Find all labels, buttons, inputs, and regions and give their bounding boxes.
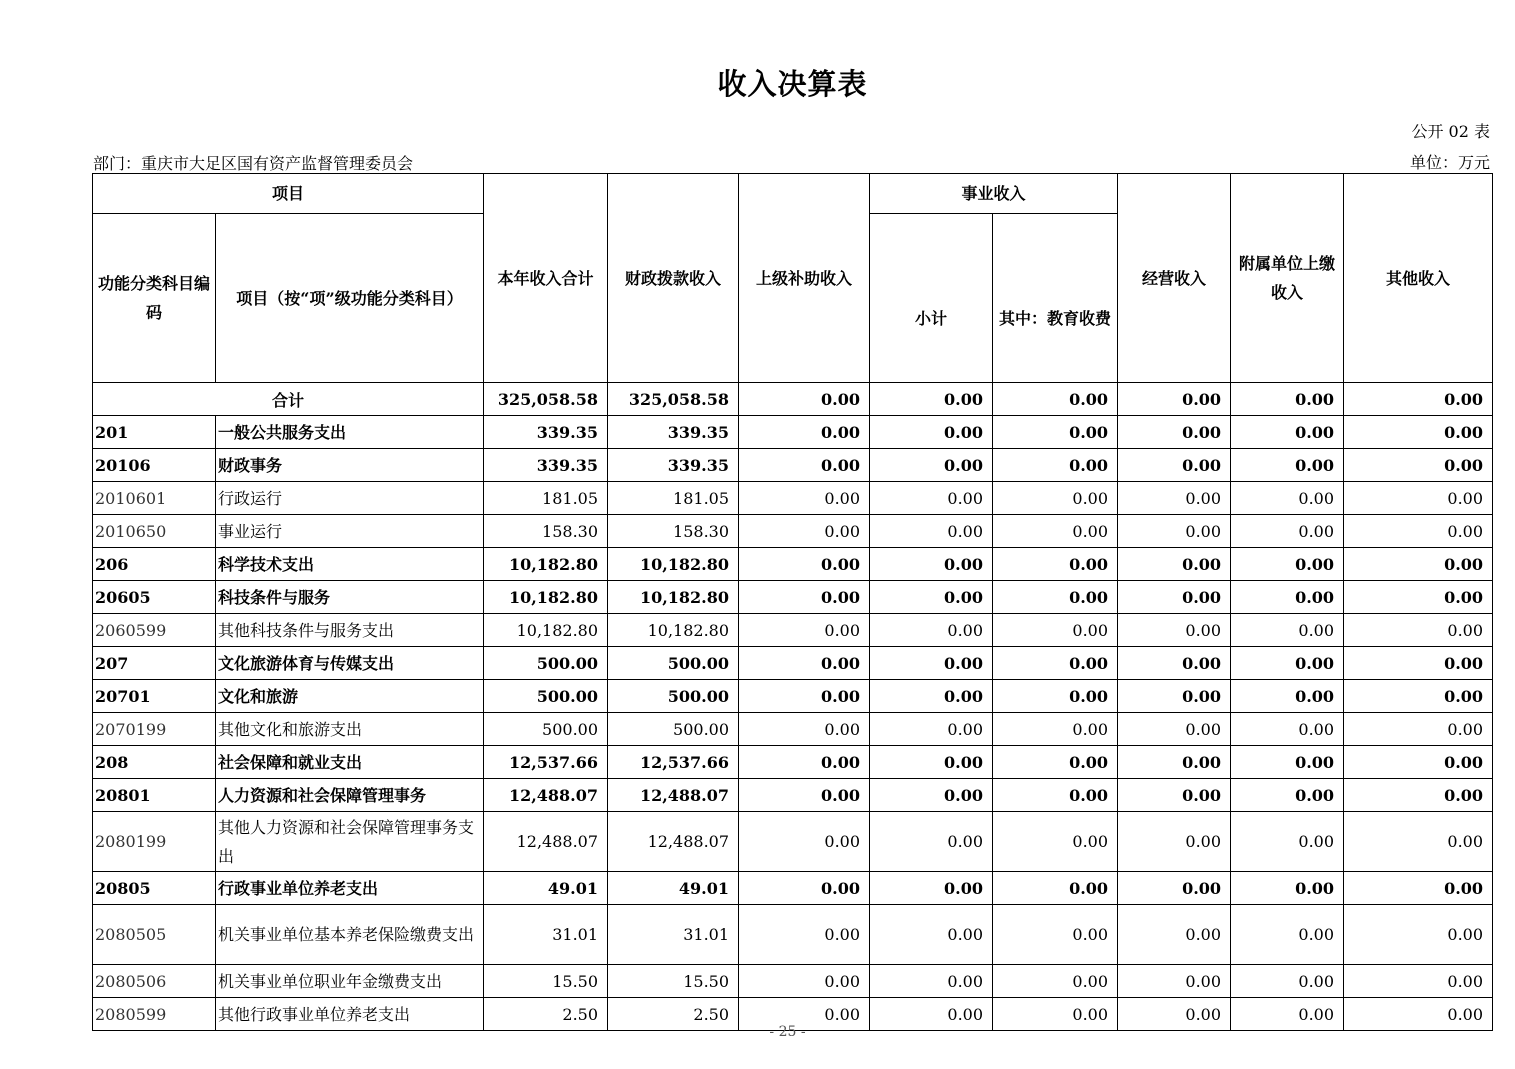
row-name: 其他行政事业单位养老支出 [216,998,484,1031]
row-value: 500.00 [608,680,739,713]
header-other: 其他收入 [1344,174,1493,383]
row-code: 2080599 [93,998,216,1031]
row-name: 一般公共服务支出 [216,416,484,449]
row-value: 0.00 [870,581,993,614]
page-number: - 25 - [769,1024,806,1040]
row-value: 0.00 [993,905,1118,965]
row-value: 0.00 [1118,548,1231,581]
row-value: 12,537.66 [484,746,608,779]
row-value: 0.00 [993,965,1118,998]
row-value: 0.00 [993,872,1118,905]
row-name: 行政事业单位养老支出 [216,872,484,905]
row-value: 0.00 [1231,581,1344,614]
row-name: 行政运行 [216,482,484,515]
row-code: 2010601 [93,482,216,515]
table-row [93,680,1493,713]
row-value: 0.00 [1231,779,1344,812]
table-row [93,965,1493,998]
row-value: 0.00 [1231,872,1344,905]
row-value: 0.00 [870,779,993,812]
row-value: 0.00 [870,416,993,449]
row-value: 0.00 [870,482,993,515]
row-name: 机关事业单位职业年金缴费支出 [216,965,484,998]
header-affiliated: 附属单位上缴收入 [1231,174,1344,383]
row-value: 181.05 [608,482,739,515]
row-value: 0.00 [1118,713,1231,746]
table-row [93,515,1493,548]
table-row [93,812,1493,872]
row-value: 10,182.80 [484,581,608,614]
row-value: 0.00 [1344,515,1493,548]
row-value: 12,488.07 [608,812,739,872]
row-value: 0.00 [993,449,1118,482]
row-code: 206 [93,548,216,581]
table-row [93,905,1493,965]
row-value: 0.00 [739,779,870,812]
row-value: 339.35 [608,449,739,482]
table-row [93,713,1493,746]
row-value: 0.00 [1118,449,1231,482]
row-value: 0.00 [1118,965,1231,998]
row-value: 0.00 [1118,581,1231,614]
row-code: 20801 [93,779,216,812]
row-value: 0.00 [1231,680,1344,713]
table-row [93,581,1493,614]
row-value: 0.00 [1344,647,1493,680]
row-value: 0.00 [739,647,870,680]
page-title: 收入决算表 [717,67,868,101]
row-value: 0.00 [1344,581,1493,614]
row-value: 0.00 [993,647,1118,680]
row-value: 0.00 [1118,416,1231,449]
row-value: 10,182.80 [608,548,739,581]
row-value: 181.05 [484,482,608,515]
row-value: 0.00 [1231,614,1344,647]
row-name: 财政事务 [216,449,484,482]
row-value: 0.00 [1344,614,1493,647]
header-code: 功能分类科目编码 [93,214,216,383]
row-value: 0.00 [1344,416,1493,449]
row-value: 0.00 [1344,482,1493,515]
row-value: 0.00 [1118,680,1231,713]
row-value: 339.35 [484,416,608,449]
row-value: 0.00 [1118,905,1231,965]
row-value: 0.00 [993,680,1118,713]
total-cell: 0.00 [1344,383,1493,416]
row-value: 0.00 [1231,812,1344,872]
row-value: 0.00 [739,548,870,581]
table-row [93,779,1493,812]
row-code: 208 [93,746,216,779]
table-row [93,482,1493,515]
row-value: 0.00 [1118,998,1231,1031]
row-value: 15.50 [608,965,739,998]
row-value: 0.00 [739,905,870,965]
header-total: 本年收入合计 [484,174,608,383]
row-value: 0.00 [739,872,870,905]
row-value: 12,488.07 [484,812,608,872]
row-value: 0.00 [870,812,993,872]
total-row [93,383,1493,416]
table-row [93,872,1493,905]
row-value: 0.00 [993,515,1118,548]
row-value: 2.50 [484,998,608,1031]
row-value: 0.00 [739,713,870,746]
row-value: 0.00 [1344,713,1493,746]
row-value: 0.00 [739,482,870,515]
row-value: 10,182.80 [484,614,608,647]
table-row [93,614,1493,647]
total-cell: 0.00 [870,383,993,416]
row-value: 0.00 [993,548,1118,581]
row-value: 0.00 [1344,872,1493,905]
row-name: 机关事业单位基本养老保险缴费支出 [216,905,484,965]
row-value: 500.00 [484,647,608,680]
header-row-top [93,174,1493,214]
row-code: 207 [93,647,216,680]
row-value: 0.00 [870,680,993,713]
row-value: 0.00 [1118,482,1231,515]
table-row [93,746,1493,779]
row-value: 49.01 [484,872,608,905]
row-value: 0.00 [1344,779,1493,812]
row-value: 10,182.80 [608,581,739,614]
row-value: 0.00 [1231,998,1344,1031]
table-row [93,548,1493,581]
row-value: 0.00 [870,614,993,647]
row-value: 158.30 [484,515,608,548]
row-value: 12,537.66 [608,746,739,779]
row-value: 0.00 [1231,548,1344,581]
row-value: 0.00 [1344,680,1493,713]
row-value: 0.00 [993,581,1118,614]
total-label: 合计 [93,383,484,416]
row-value: 0.00 [1231,449,1344,482]
row-name: 科学技术支出 [216,548,484,581]
row-value: 0.00 [870,548,993,581]
row-value: 0.00 [993,482,1118,515]
row-value: 31.01 [484,905,608,965]
row-code: 2080199 [93,812,216,872]
row-name: 其他科技条件与服务支出 [216,614,484,647]
header-superior: 上级补助收入 [739,174,870,383]
row-value: 0.00 [1231,482,1344,515]
row-value: 0.00 [870,872,993,905]
row-value: 0.00 [1344,998,1493,1031]
unit-label: 单位：万元 [1409,153,1490,172]
form-number: 公开 02 表 [1411,122,1490,141]
row-code: 2070199 [93,713,216,746]
row-value: 0.00 [870,746,993,779]
table-row [93,449,1493,482]
row-value: 0.00 [739,812,870,872]
total-cell: 0.00 [1118,383,1231,416]
header-operating: 经营收入 [1118,174,1231,383]
row-value: 0.00 [1118,746,1231,779]
row-value: 0.00 [739,680,870,713]
row-code: 20805 [93,872,216,905]
row-value: 2.50 [608,998,739,1031]
row-name: 事业运行 [216,515,484,548]
row-value: 0.00 [1118,614,1231,647]
row-value: 0.00 [870,713,993,746]
total-cell: 0.00 [739,383,870,416]
header-edu: 其中：教育收费 [993,214,1118,383]
row-code: 20106 [93,449,216,482]
header-subtotal: 小计 [870,214,993,383]
total-cell: 325,058.58 [484,383,608,416]
row-value: 0.00 [739,581,870,614]
department-label: 部门：重庆市大足区国有资产监督管理委员会 [93,154,414,173]
row-code: 2060599 [93,614,216,647]
row-value: 0.00 [993,746,1118,779]
row-value: 0.00 [1344,965,1493,998]
row-value: 500.00 [608,713,739,746]
row-value: 0.00 [1118,515,1231,548]
row-value: 0.00 [739,746,870,779]
row-code: 2010650 [93,515,216,548]
row-code: 201 [93,416,216,449]
row-value: 0.00 [739,416,870,449]
row-code: 20701 [93,680,216,713]
row-value: 0.00 [1231,416,1344,449]
row-value: 0.00 [739,965,870,998]
row-name: 其他文化和旅游支出 [216,713,484,746]
row-value: 12,488.07 [484,779,608,812]
row-value: 0.00 [1231,647,1344,680]
row-value: 0.00 [1118,812,1231,872]
row-value: 0.00 [993,614,1118,647]
row-value: 0.00 [1344,449,1493,482]
row-value: 0.00 [1118,647,1231,680]
row-name: 文化旅游体育与传媒支出 [216,647,484,680]
row-value: 0.00 [739,998,870,1031]
row-value: 0.00 [1344,548,1493,581]
total-cell: 325,058.58 [608,383,739,416]
row-name: 社会保障和就业支出 [216,746,484,779]
row-value: 0.00 [1231,965,1344,998]
row-value: 0.00 [870,515,993,548]
row-value: 0.00 [1231,905,1344,965]
row-value: 0.00 [993,812,1118,872]
header-fiscal: 财政拨款收入 [608,174,739,383]
row-value: 0.00 [993,416,1118,449]
row-value: 0.00 [1344,905,1493,965]
row-value: 0.00 [1118,779,1231,812]
row-name: 科技条件与服务 [216,581,484,614]
row-value: 15.50 [484,965,608,998]
income-table [92,173,1493,1031]
row-value: 0.00 [739,515,870,548]
row-value: 500.00 [484,713,608,746]
row-code: 2080506 [93,965,216,998]
row-value: 0.00 [870,905,993,965]
row-value: 10,182.80 [484,548,608,581]
row-value: 0.00 [1344,746,1493,779]
row-value: 0.00 [1118,872,1231,905]
header-business: 事业收入 [870,174,1118,214]
row-value: 10,182.80 [608,614,739,647]
row-code: 20605 [93,581,216,614]
row-value: 0.00 [870,965,993,998]
row-name: 文化和旅游 [216,680,484,713]
row-value: 0.00 [870,449,993,482]
row-code: 2080505 [93,905,216,965]
row-value: 0.00 [739,449,870,482]
row-value: 339.35 [484,449,608,482]
row-value: 49.01 [608,872,739,905]
table-row [93,416,1493,449]
row-value: 339.35 [608,416,739,449]
table-row [93,647,1493,680]
row-value: 158.30 [608,515,739,548]
row-value: 500.00 [484,680,608,713]
row-value: 0.00 [870,647,993,680]
total-cell: 0.00 [1231,383,1344,416]
header-item: 项目 [93,174,484,214]
row-value: 0.00 [993,713,1118,746]
header-name: 项目（按“项”级功能分类科目） [216,214,484,383]
row-name: 其他人力资源和社会保障管理事务支出 [216,812,484,872]
row-value: 0.00 [1344,812,1493,872]
row-value: 0.00 [993,998,1118,1031]
row-value: 31.01 [608,905,739,965]
row-value: 0.00 [993,779,1118,812]
row-value: 0.00 [1231,515,1344,548]
row-value: 500.00 [608,647,739,680]
total-cell: 0.00 [993,383,1118,416]
row-value: 0.00 [1231,713,1344,746]
row-value: 12,488.07 [608,779,739,812]
row-value: 0.00 [1231,746,1344,779]
row-value: 0.00 [739,614,870,647]
row-name: 人力资源和社会保障管理事务 [216,779,484,812]
row-value: 0.00 [870,998,993,1031]
